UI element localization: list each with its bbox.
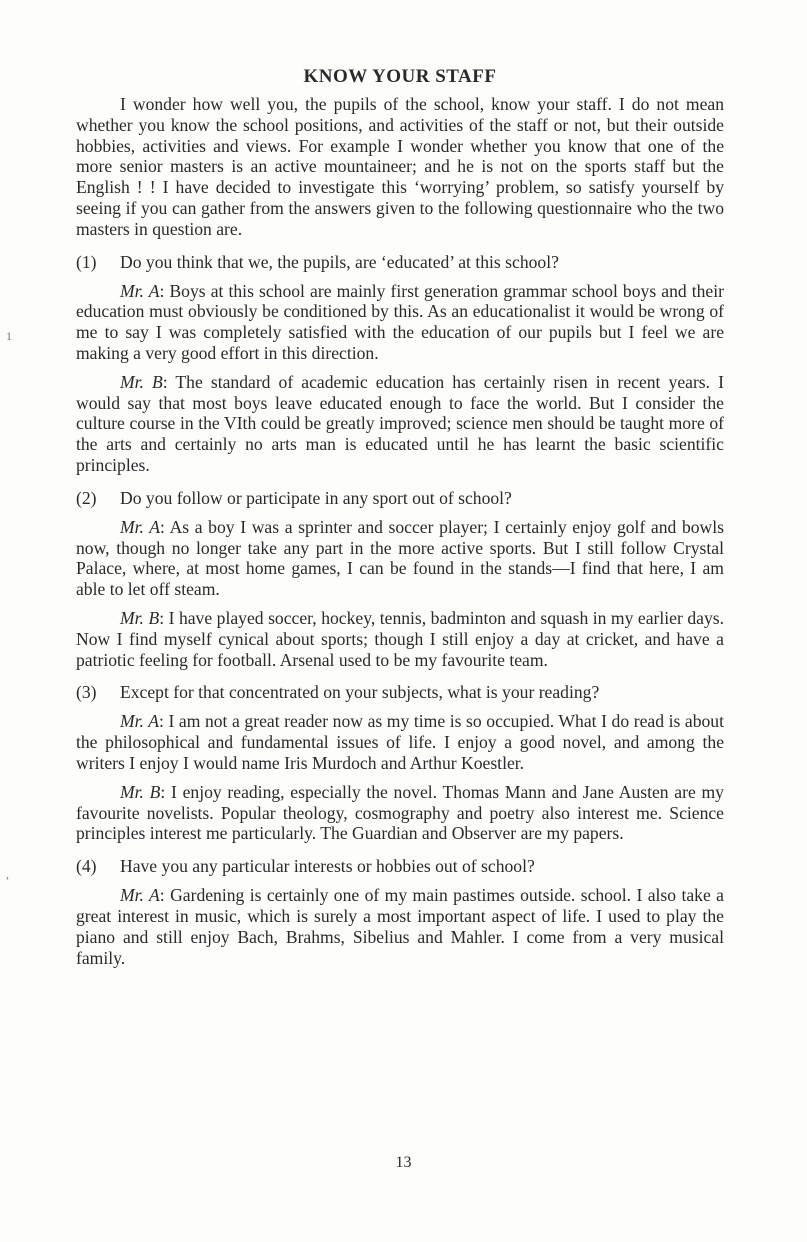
- speaker-label: Mr. A: [120, 280, 160, 301]
- page-number: 13: [395, 1154, 412, 1171]
- question-block: [76, 252, 724, 476]
- question-number: (3): [76, 682, 97, 703]
- intro-paragraph: I wonder how well you, the pupils of the school, know your staff. I do not mean whether you know the school positions, and activities of the staff or not, but their outside hobbies, activities and views. For example I wonder whether you know that one of the more senior masters is an active mountaineer; and he is not on the sports staff but the English ! ! I have decided to investigate this ‘worrying’ problem, so satisfy yourself by seeing if you can gather from the answers given to the following questionnaire who the two masters in question are.: [76, 94, 724, 239]
- answer-text: : I enjoy reading, especially the novel. Thomas Mann and Jane Austen are my favourite novelists. Popular theology, cosmography and poetry also interest me. Science principles interest me particularly. The Guardian and Observer are my papers.: [76, 781, 724, 844]
- answer-text: : I have played soccer, hockey, tennis, badminton and squash in my earlier days. Now I find myself cynical about sports; though I still enjoy a day at cricket, and have a patriotic feeling for football. Arsenal used to be my favourite team.: [76, 607, 724, 670]
- question-line: [76, 856, 724, 877]
- question-block: [76, 856, 724, 968]
- answer-paragraph: [76, 885, 724, 968]
- article-title: KNOW YOUR STAFF: [303, 66, 497, 87]
- question-block: [76, 488, 724, 671]
- speaker-label: Mr. A: [120, 711, 159, 732]
- article: [76, 64, 724, 968]
- answer-text: : The standard of academic education has certainly risen in recent years. I would say that most boys leave educated enough to face the world. But I consider the culture course in the VIth could be greatly improved; science men should be taught more of the arts and certainly no arts man is educated until he has learnt the basic scientific principles.: [76, 371, 724, 475]
- question-line: [76, 252, 724, 273]
- question-number: (4): [76, 856, 97, 877]
- speaker-label: Mr. B: [120, 781, 161, 802]
- answer-paragraph: [76, 517, 724, 600]
- answer-text: : Gardening is certainly one of my main pastimes outside. school. I also take a great interest in music, which is surely a most important aspect of life. I used to play the piano and still enjoy Bach, Brahms, Sibelius and Mahler. I come from a very musical family.: [76, 885, 724, 968]
- speaker-label: Mr. A: [120, 516, 161, 537]
- question-number: (1): [76, 251, 97, 272]
- answer-text: : I am not a great reader now as my time is so occupied. What I do read is about the philosophical and fundamental issues of life. I enjoy a good novel, and among the writers I enjoy I would name Iris Murdoch and Arthur Koestler.: [76, 711, 724, 773]
- answer-paragraph: [76, 782, 724, 844]
- answer-text: : As a boy I was a sprinter and soccer player; I certainly enjoy golf and bowls now, though no longer take any part in the more active sports. But I still follow Crystal Palace, where, at most home games, I can be found in the stands—I find that here, I am able to let off steam.: [76, 516, 724, 600]
- answer-text: : Boys at this school are mainly first generation grammar school boys and their education must obviously be conditioned by this. As an educationalist it would be wrong of me to say I was completely satisfied with the education of our pupils but I feel we are making a very good effort in this direction.: [76, 280, 724, 363]
- answer-paragraph: [76, 281, 724, 364]
- answer-paragraph: [76, 711, 724, 773]
- question-text: Do you follow or participate in any sport out of school?: [120, 487, 512, 508]
- question-text: Except for that concentrated on your subjects, what is your reading?: [120, 682, 600, 703]
- speaker-label: Mr. A: [120, 885, 160, 906]
- question-number: (2): [76, 487, 97, 508]
- speaker-label: Mr. B: [120, 607, 160, 628]
- question-text: Have you any particular interests or hobbies out of school?: [120, 856, 535, 877]
- question-line: [76, 488, 724, 509]
- answer-paragraph: [76, 608, 724, 670]
- question-text: Do you think that we, the pupils, are ‘educated’ at this school?: [120, 251, 559, 272]
- question-block: [76, 682, 724, 844]
- scan-mark: 1: [6, 329, 12, 343]
- question-line: [76, 682, 724, 703]
- scan-mark: ,: [6, 867, 9, 881]
- answer-paragraph: [76, 372, 724, 476]
- speaker-label: Mr. B: [120, 371, 163, 392]
